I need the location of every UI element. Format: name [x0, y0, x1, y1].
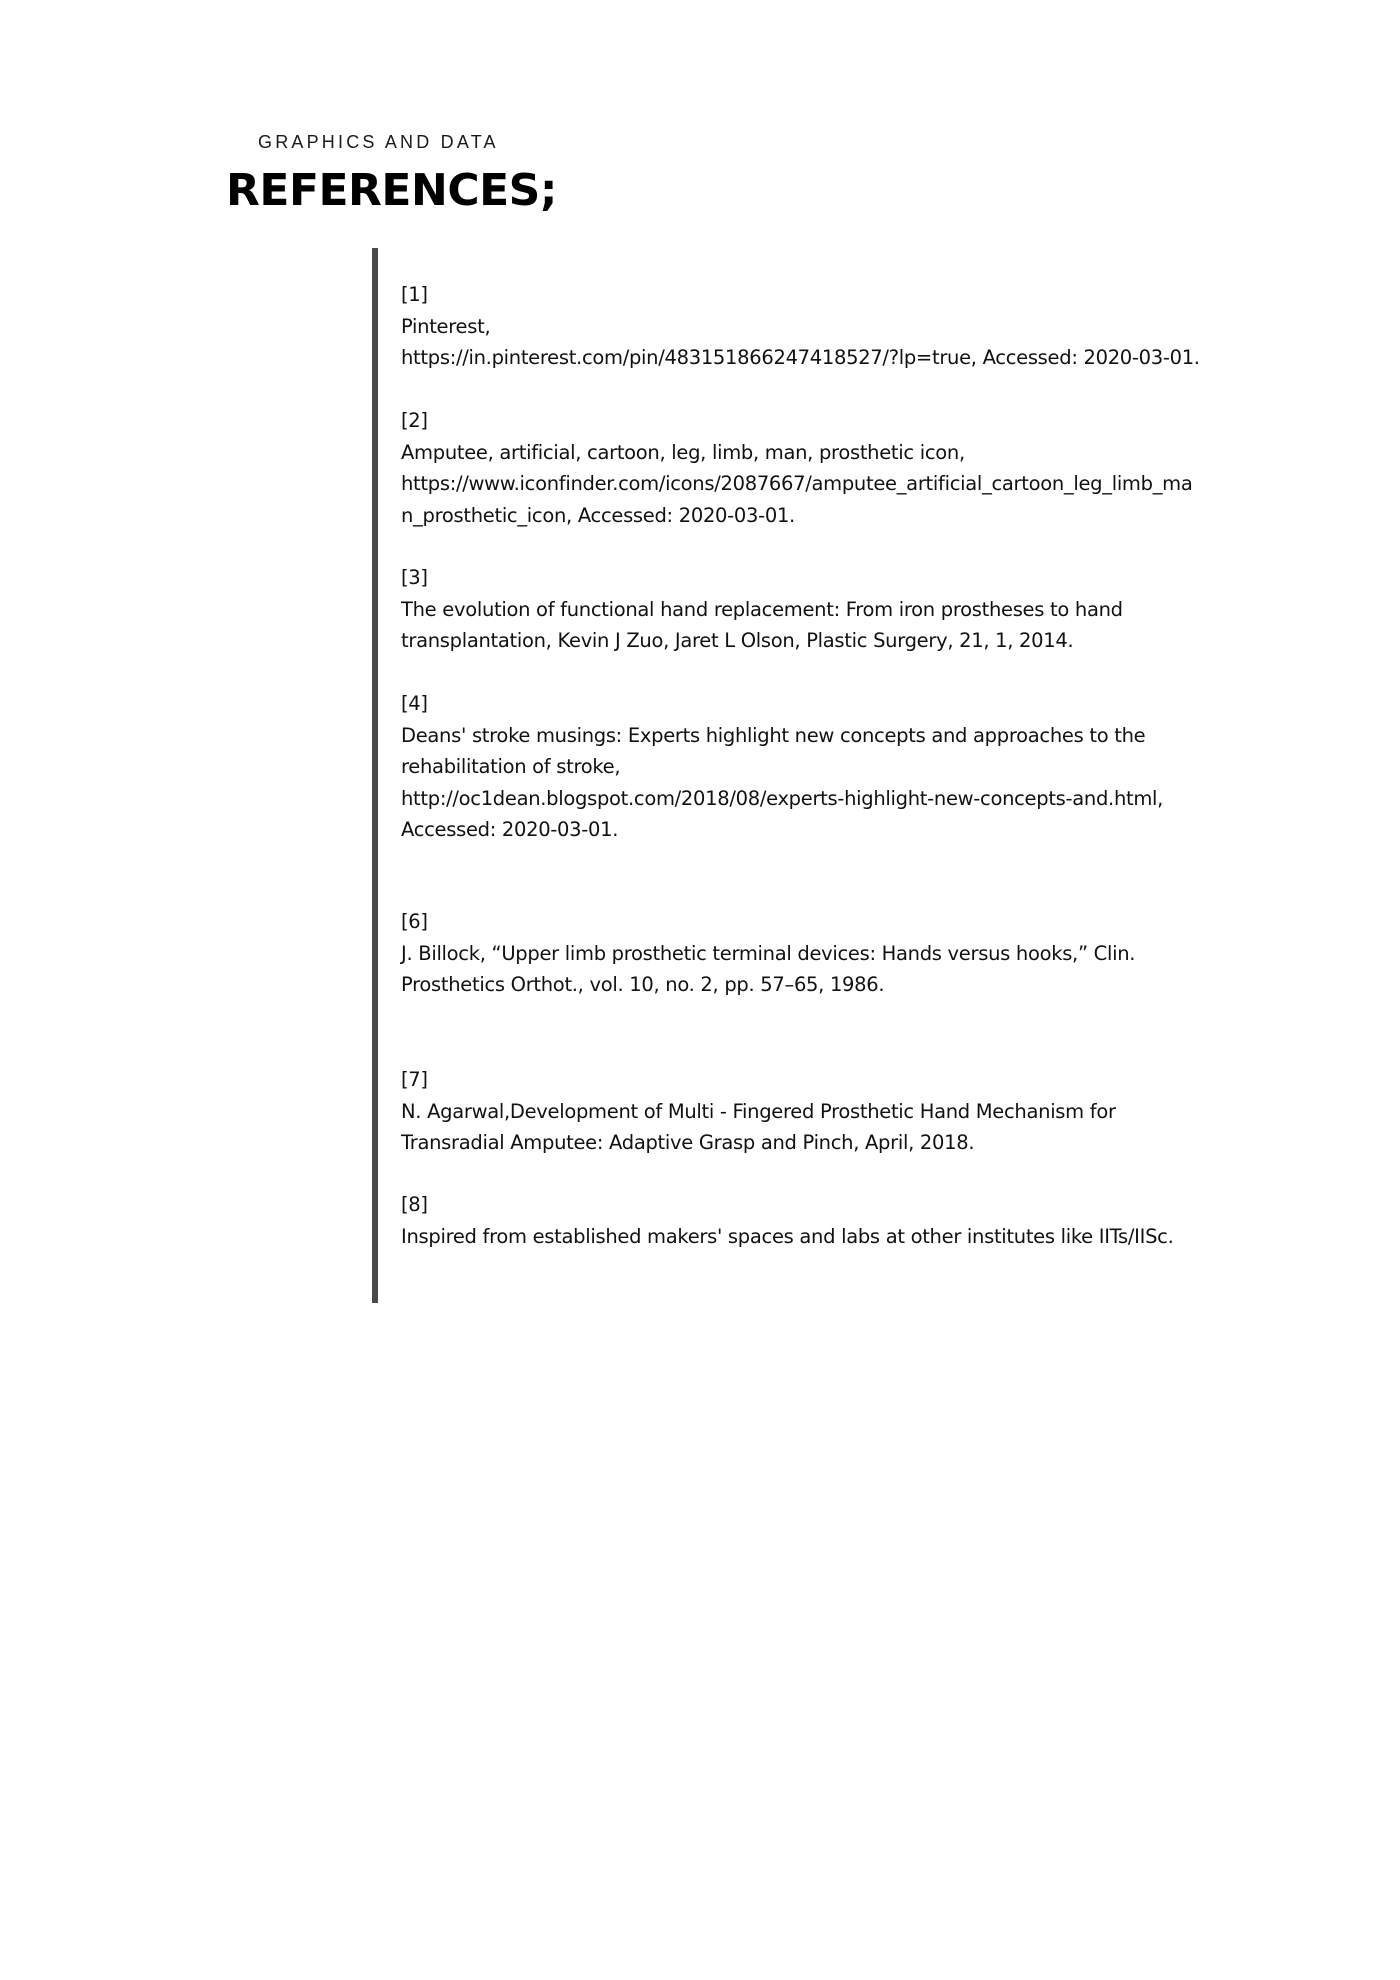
reference-label: [4]: [401, 692, 428, 715]
reference-text: J. Billock, “Upper limb prosthetic terminal devices: Hands versus hooks,” Clin.: [401, 941, 1136, 965]
reference-item-2: [401, 405, 1193, 531]
reference-label: [3]: [401, 566, 428, 589]
reference-item-8: [401, 1189, 1173, 1252]
reference-text: Amputee, artificial, cartoon, leg, limb, man, prosthetic icon,: [401, 440, 965, 464]
reference-link[interactable]: http://oc1dean.blogspot.com/2018/08/experts-highlight-new-concepts-and.html,: [401, 786, 1164, 810]
reference-link[interactable]: n_prosthetic_icon, Accessed: 2020-03-01.: [401, 503, 795, 527]
reference-text: Transradial Amputee: Adaptive Grasp and Pinch, April, 2018.: [401, 1131, 975, 1154]
reference-text: transplantation, Kevin J Zuo, Jaret L Olson, Plastic Surgery, 21, 1, 2014.: [401, 629, 1074, 652]
reference-label: [8]: [401, 1193, 428, 1216]
reference-text: rehabilitation of stroke,: [401, 755, 621, 778]
reference-item-4: [401, 688, 1163, 846]
reference-item-7: [401, 1064, 1116, 1159]
reference-item-1: [401, 279, 1200, 374]
reference-text: Prosthetics Orthot., vol. 10, no. 2, pp. 57–65, 1986.: [401, 973, 885, 996]
reference-text: Accessed: 2020-03-01.: [401, 818, 619, 841]
reference-label: [6]: [401, 910, 428, 933]
reference-text: Pinterest,: [401, 314, 491, 338]
reference-text: The evolution of functional hand replacement: From iron prostheses to hand: [401, 597, 1123, 621]
reference-link[interactable]: https://in.pinterest.com/pin/483151866247418527/?lp=true, Accessed: 2020-03-01.: [401, 346, 1200, 369]
page-title: REFERENCES;: [226, 165, 557, 216]
reference-item-3: [401, 562, 1123, 657]
reference-link[interactable]: https://www.iconfinder.com/icons/2087667/amputee_artificial_cartoon_leg_limb_ma: [401, 472, 1193, 495]
reference-item-6: [401, 906, 1135, 1001]
section-subtitle: GRAPHICS AND DATA: [258, 132, 499, 152]
reference-text: Inspired from established makers' spaces and labs at other institutes like IITs/IISc.: [401, 1224, 1174, 1248]
reference-text: Deans' stroke musings: Experts highlight new concepts and approaches to the: [401, 723, 1146, 747]
reference-label: [1]: [401, 283, 428, 306]
reference-label: [2]: [401, 409, 428, 432]
reference-label: [7]: [401, 1068, 428, 1091]
vertical-divider: [372, 248, 378, 1303]
reference-text: N. Agarwal,Development of Multi - Fingered Prosthetic Hand Mechanism for: [401, 1099, 1116, 1123]
